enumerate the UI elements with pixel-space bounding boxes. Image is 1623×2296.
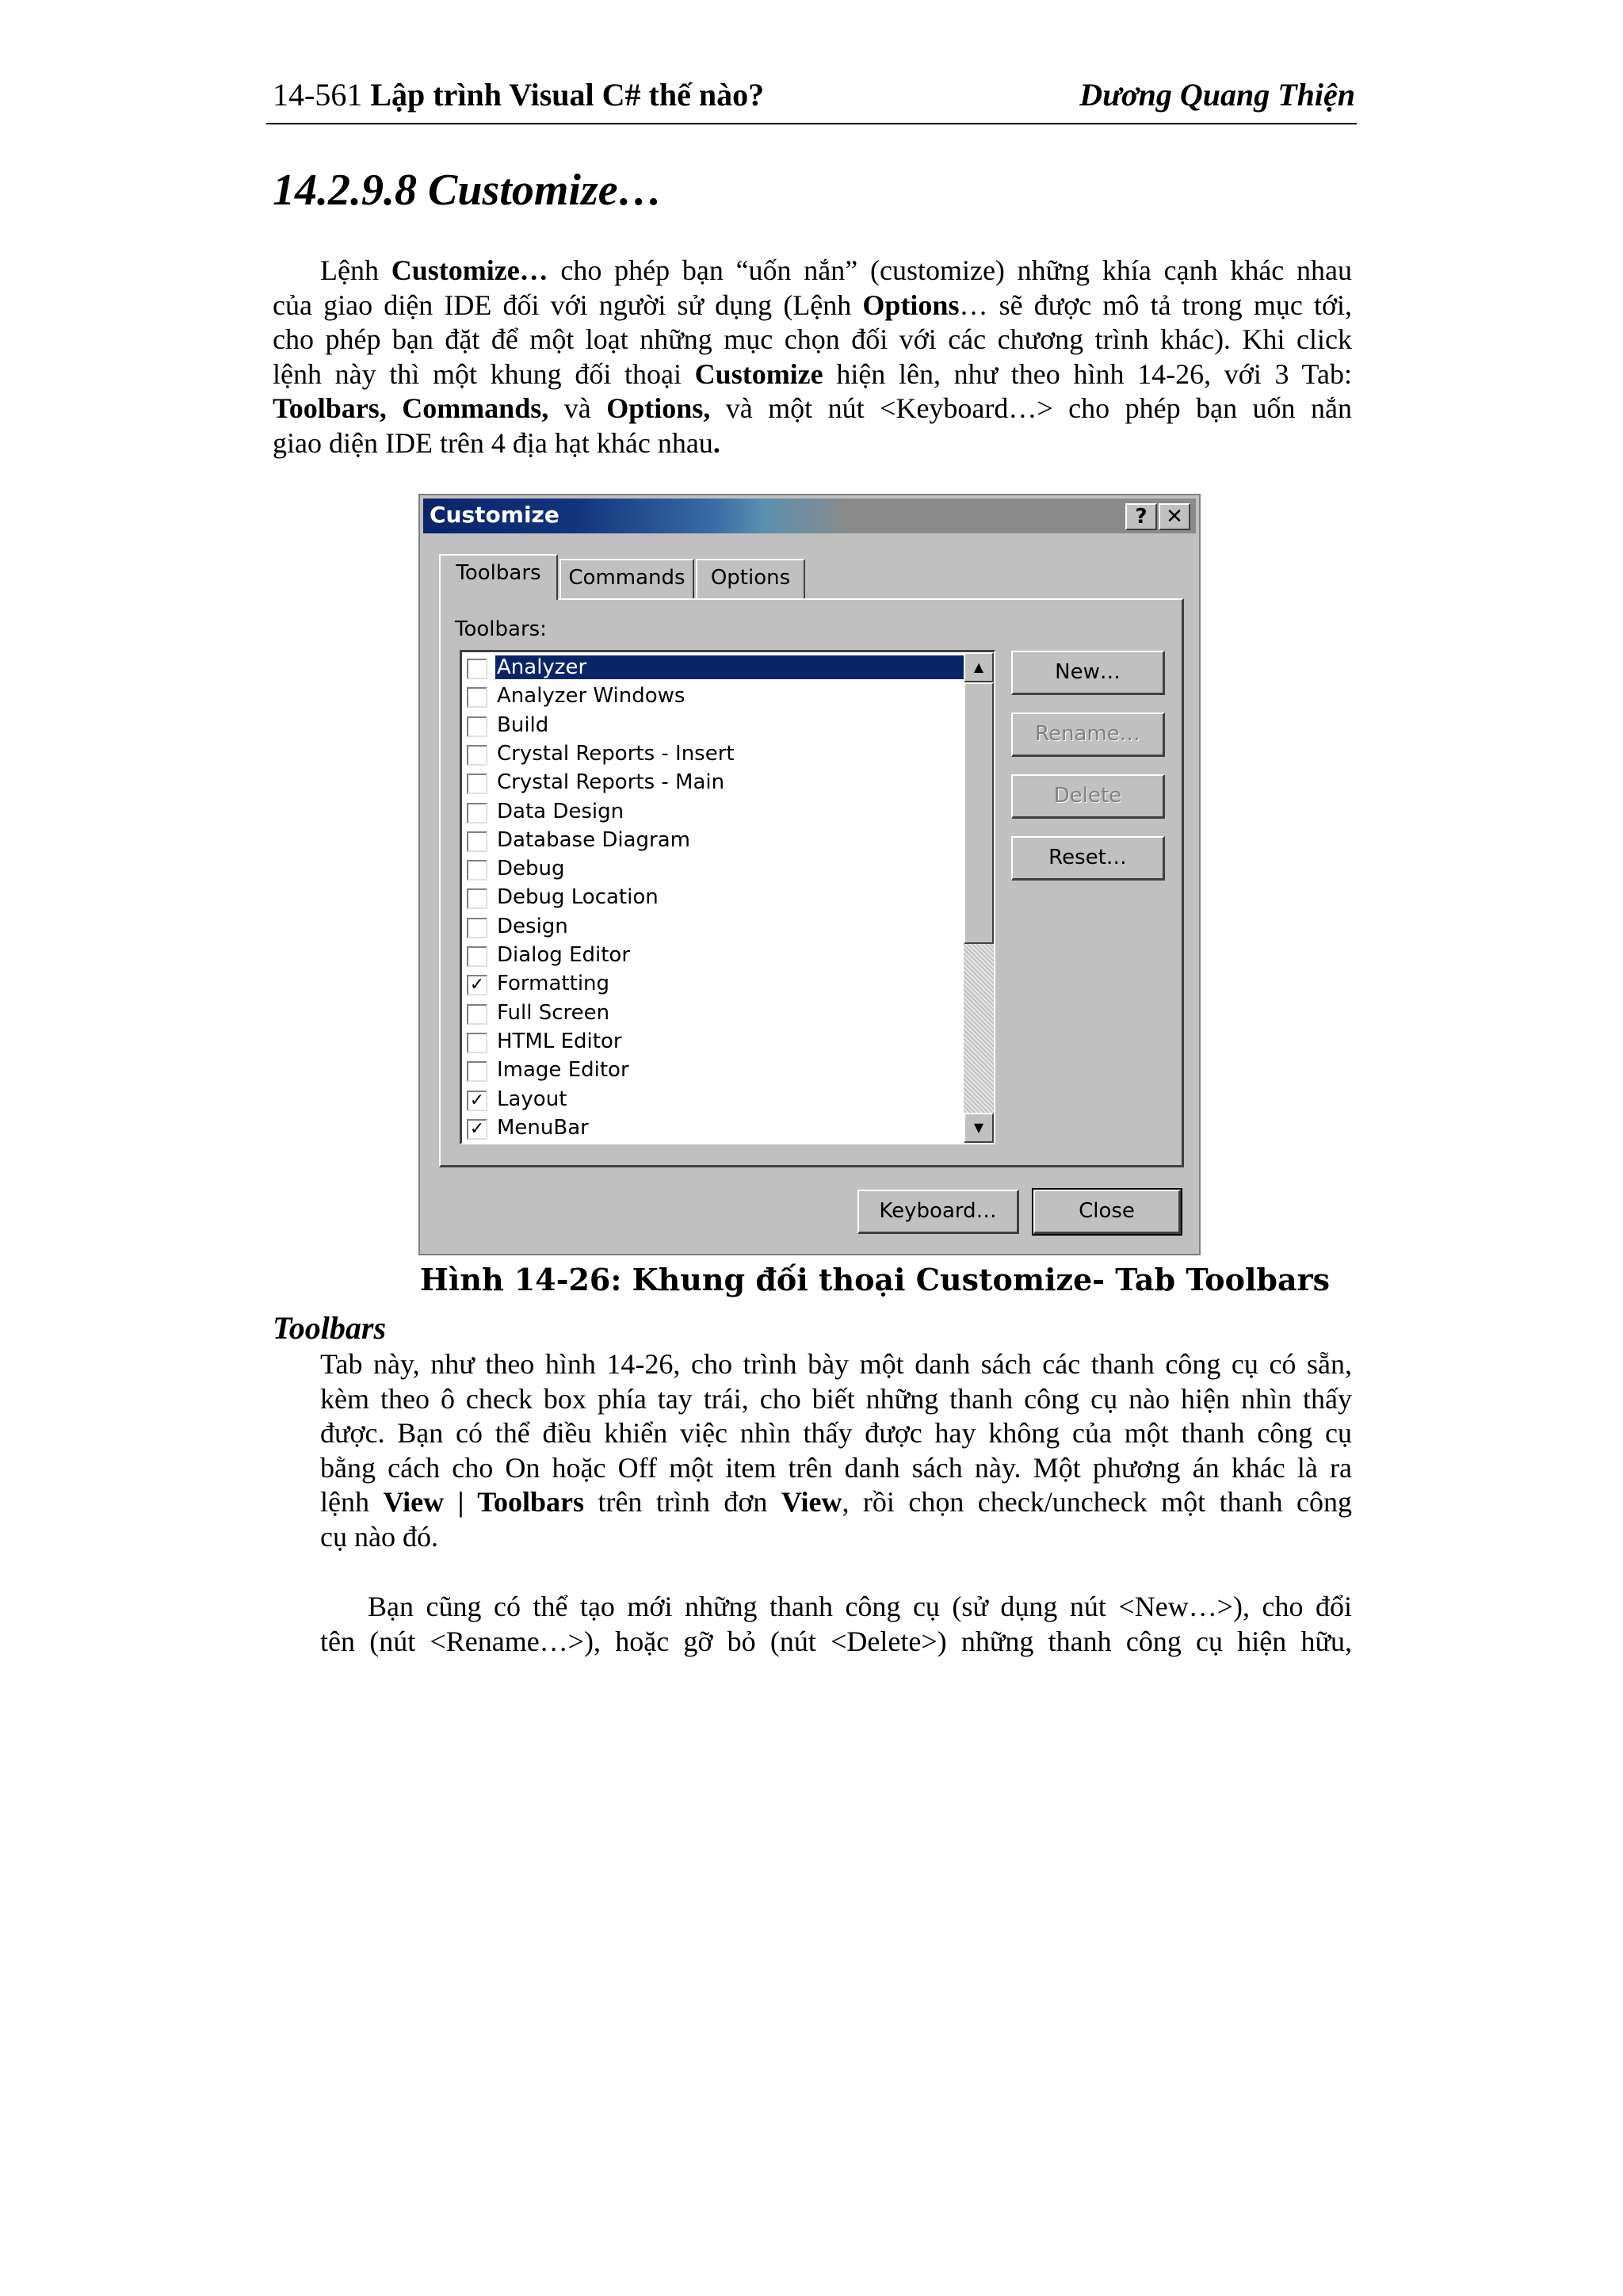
list-item[interactable] (465, 855, 964, 884)
text-line (320, 1485, 1352, 1520)
bold-text: Toolbars, Commands, (273, 392, 549, 424)
delete-button[interactable]: Delete (1011, 774, 1165, 819)
list-item[interactable] (465, 884, 964, 912)
scroll-down-icon[interactable]: ▼ (964, 1113, 994, 1143)
text-segment: Lệnh (320, 254, 391, 286)
dialog-title: Customize (430, 502, 559, 528)
text-line (273, 288, 1352, 323)
tab-commands[interactable]: Commands (559, 559, 694, 600)
list-item-label: Database Diagram (497, 827, 690, 852)
text-line (273, 254, 1352, 288)
text-line (320, 1416, 1352, 1451)
text-segment: cụ nào đó. (320, 1520, 438, 1553)
list-item-label: Formatting (497, 972, 610, 996)
header-rule (266, 123, 1357, 124)
list-item[interactable] (465, 1028, 964, 1056)
list-item[interactable] (465, 827, 964, 855)
checkbox-icon[interactable] (467, 774, 487, 794)
text-segment: , rồi chọn check/uncheck một thanh công (842, 1486, 1353, 1518)
header-left (273, 76, 764, 113)
scroll-thumb[interactable] (964, 682, 994, 944)
list-item[interactable] (465, 798, 964, 827)
list-item-label: Analyzer Windows (497, 684, 685, 709)
list-item[interactable] (465, 970, 964, 999)
text-line (273, 323, 1352, 357)
text-segment: tên (nút <Rename…>), hoặc gỡ bỏ (nút <Delete>) những thanh công cụ hiện hữu, (320, 1625, 1352, 1657)
bold-text: Customize… (391, 254, 548, 286)
checkbox-icon[interactable] (467, 1033, 487, 1053)
list-item-label: Crystal Reports - Main (497, 770, 725, 795)
bold-text: View (781, 1486, 842, 1518)
bold-text: Customize (694, 357, 823, 390)
text-line (273, 357, 1352, 392)
checkbox-icon[interactable] (467, 831, 487, 852)
bold-text: Options, (606, 392, 711, 424)
checkbox-checked-icon[interactable]: ✓ (467, 975, 487, 995)
rename-button[interactable]: Rename… (1011, 712, 1165, 757)
text-segment: lệnh này thì một khung đối thoại (273, 357, 695, 390)
checkbox-icon[interactable] (467, 888, 487, 909)
checkbox-icon[interactable] (467, 860, 487, 881)
list-item-label: Design (497, 914, 568, 938)
figure-caption: Hình 14-26: Khung đối thoại Customize- Tab Toolbars (420, 1262, 1330, 1297)
section-title: 14.2.9.8 Customize… (273, 166, 663, 215)
bold-text: Options (862, 288, 960, 321)
list-item[interactable] (465, 942, 964, 970)
list-item[interactable] (465, 1086, 964, 1114)
book-title: Lập trình Visual C# thế nào? (370, 77, 765, 113)
list-item[interactable] (465, 654, 964, 682)
text-line (320, 1451, 1352, 1486)
list-item-label: Analyzer (495, 655, 964, 679)
text-line (320, 1625, 1352, 1660)
checkbox-icon[interactable] (467, 1004, 487, 1025)
help-button[interactable]: ? (1125, 503, 1157, 530)
checkbox-checked-icon[interactable]: ✓ (467, 1091, 487, 1111)
reset-button[interactable]: Reset… (1011, 836, 1165, 881)
close-button[interactable]: Close (1033, 1190, 1181, 1234)
list-item[interactable] (465, 769, 964, 797)
list-item-label: HTML Editor (497, 1029, 622, 1053)
text-line (320, 1347, 1352, 1382)
closing-paragraph (320, 1590, 1352, 1659)
list-item-label: Image Editor (497, 1058, 629, 1083)
list-item-label: MenuBar (497, 1115, 589, 1140)
list-item[interactable] (465, 1114, 964, 1143)
new-button[interactable]: New… (1011, 651, 1165, 695)
tab-options[interactable]: Options (696, 559, 805, 600)
customize-dialog (418, 494, 1201, 1255)
text-line (273, 426, 1352, 461)
list-item-label: Debug Location (497, 885, 659, 910)
text-segment: của giao diện IDE đối với người sử dụng (Lệnh (273, 288, 863, 321)
subheading-toolbars: Toolbars (273, 1310, 387, 1346)
text-line (273, 392, 1352, 426)
text-segment: giao diện IDE trên 4 địa hạt khác nhau (273, 426, 713, 459)
list-item-label: Data Design (497, 799, 624, 823)
text-segment: cho phép bạn đặt để một loạt những mục chọn đối với các chương trình khác). Khi click (273, 323, 1352, 355)
tab-toolbars[interactable]: Toolbars (439, 554, 558, 600)
text-segment: trên trình đơn (584, 1486, 781, 1518)
checkbox-icon[interactable] (467, 946, 487, 967)
list-item-label: Full Screen (497, 1000, 610, 1025)
checkbox-icon[interactable] (467, 918, 487, 938)
checkbox-icon[interactable] (467, 659, 487, 679)
checkbox-icon[interactable] (467, 803, 487, 823)
list-item-label: Layout (497, 1087, 567, 1111)
list-item-label: Debug (497, 857, 565, 881)
close-icon[interactable]: ✕ (1159, 503, 1190, 530)
text-segment: được. Bạn có thể điều khiển việc nhìn thấy được hay không của một thanh công cụ (320, 1417, 1352, 1449)
keyboard-button[interactable]: Keyboard… (857, 1190, 1019, 1234)
text-segment: cho phép bạn “uốn nắn” (customize) những khía cạnh khác nhau (548, 254, 1353, 286)
list-item-label: Dialog Editor (497, 943, 631, 967)
bold-text: View | Toolbars (383, 1486, 584, 1518)
list-scrollbar[interactable] (964, 652, 994, 1143)
text-line (320, 1520, 1352, 1555)
list-item[interactable] (465, 913, 964, 942)
author-name: Dương Quang Thiện (1079, 77, 1355, 113)
list-item-label: Build (497, 712, 549, 737)
list-item-label: Crystal Reports - Insert (497, 741, 735, 766)
toolbars-list[interactable] (460, 650, 995, 1144)
text-segment: … sẽ được mô tả trong mục tới, (959, 288, 1352, 321)
text-segment: và một nút <Keyboard…> cho phép bạn uốn nắn (710, 392, 1353, 424)
page-header (273, 76, 1355, 124)
text-line (320, 1382, 1352, 1417)
list-item[interactable] (465, 999, 964, 1028)
text-segment: lệnh (320, 1486, 384, 1518)
page-reference: 14-561 (273, 77, 363, 113)
text-line (320, 1590, 1352, 1625)
text-segment: Bạn cũng có thể tạo mới những thanh công cụ (sử dụng nút <New…>), cho đổi (368, 1591, 1352, 1622)
list-item[interactable] (465, 682, 964, 711)
checkbox-icon[interactable] (467, 716, 487, 737)
checkbox-icon[interactable] (467, 1061, 487, 1082)
text-segment: và (548, 392, 607, 424)
text-segment: Tab này, như theo hình 14-26, cho trình bày một danh sách các thanh công cụ có sẵn, (320, 1348, 1352, 1380)
text-segment: bằng cách cho On hoặc Off một item trên danh sách này. Một phương án khác là ra (320, 1451, 1352, 1484)
intro-paragraph (273, 254, 1352, 460)
dialog-title-bar[interactable] (423, 499, 1196, 533)
scroll-up-icon[interactable]: ▲ (964, 652, 994, 682)
toolbars-paragraph (320, 1347, 1352, 1554)
list-item[interactable] (465, 740, 964, 769)
checkbox-icon[interactable] (467, 687, 487, 708)
text-segment: kèm theo ô check box phía tay trái, cho biết những thanh công cụ nào hiện nhìn thấy (320, 1382, 1352, 1415)
text-segment: hiện lên, như theo hình 14-26, với 3 Tab: (823, 357, 1352, 390)
checkbox-checked-icon[interactable]: ✓ (467, 1119, 487, 1140)
toolbars-list-label: Toolbars: (455, 617, 547, 641)
bold-text: . (712, 426, 720, 459)
list-item[interactable] (465, 1056, 964, 1085)
list-item[interactable] (465, 712, 964, 740)
checkbox-icon[interactable] (467, 745, 487, 766)
